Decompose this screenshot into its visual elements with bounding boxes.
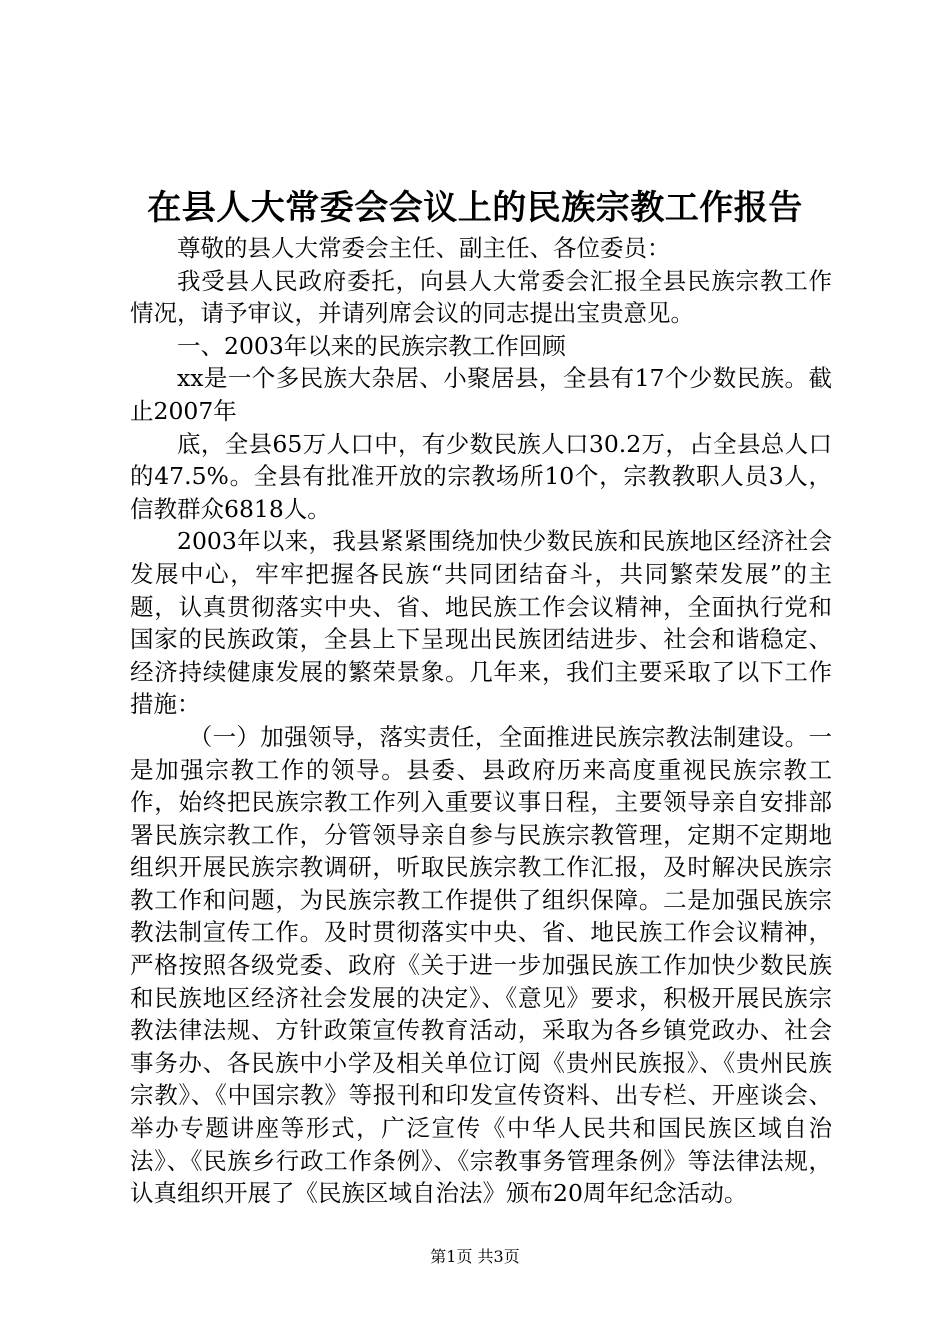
document-body [130, 232, 832, 1210]
paragraph: 2003年以来，我县紧紧围绕加快少数民族和民族地区经济社会发展中心，牢牢把握各民族“共同团结奋斗，共同繁荣发展”的主题，认真贯彻落实中央、省、地民族工作会议精神，全面执行党和国家的民族政策，全县上下呈现出民族团结进步、社会和谐稳定、经济持续健康发展的繁荣景象。几年来，我们主要采取了以下工作措施： [130, 527, 832, 719]
page-number: 第1页 共3页 [430, 1247, 520, 1266]
paragraph: xx是一个多民族大杂居、小聚居县，全县有17个少数民族。截止2007年 [130, 364, 832, 425]
subsection-paragraph: （一）加强领导，落实责任，全面推进民族宗教法制建设。一是加强宗教工作的领导。县委、县政府历来高度重视民族宗教工作，始终把民族宗教工作列入重要议事日程，主要领导亲自安排部署民族宗教工作，分管领导亲自参与民族宗教管理，定期不定期地组织开展民族宗教调研，听取民族宗教工作汇报，及时解决民族宗教工作和问题，为民族宗教工作提供了组织保障。二是加强民族宗教法制宣传工作。及时贯彻落实中央、省、地民族工作会议精神，严格按照各级党委、政府《关于进一步加强民族工作加快少数民族和民族地区经济社会发展的决定》、《意见》要求，积极开展民族宗教法律法规、方针政策宣传教育活动，采取为各乡镇党政办、社会事务办、各民族中小学及相关单位订阅《贵州民族报》、《贵州民族宗教》、《中国宗教》等报刊和印发宣传资料、出专栏、开座谈会、举办专题讲座等形式，广泛宣传《中华人民共和国民族区域自治法》、《民族乡行政工作条例》、《宗教事务管理条例》等法律法规，认真组织开展了《民族区域自治法》颁布20周年纪念活动。 [130, 722, 832, 1208]
salutation: 尊敬的县人大常委会主任、副主任、各位委员： [177, 234, 671, 262]
section-heading: 一、2003年以来的民族宗教工作回顾 [177, 331, 566, 360]
intro-paragraph: 我受县人民政府委托，向县人大常委会汇报全县民族宗教工作情况，请予审议，并请列席会议的同志提出宝贵意见。 [130, 266, 832, 328]
page-title: 在县人大常委会会议上的民族宗教工作报告 [147, 188, 803, 228]
paragraph: 底，全县65万人口中，有少数民族人口30.2万，占全县总人口的47.5%。全县有批准开放的宗教场所10个，宗教教职人员3人，信教群众6818人。 [130, 429, 832, 523]
